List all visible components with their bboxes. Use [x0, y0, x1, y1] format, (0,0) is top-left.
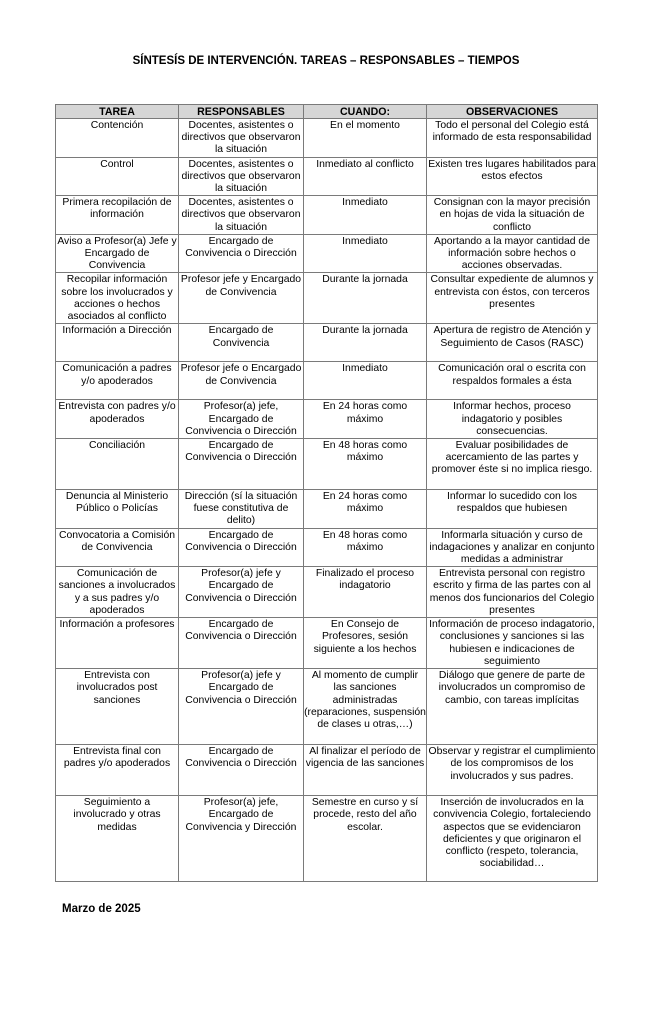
cell-observaciones: Existen tres lugares habilitados para estos efectos: [427, 157, 598, 196]
cell-observaciones: Informarla situación y curso de indagaciones y analizar en conjunto medidas a administrar: [427, 528, 598, 567]
cell-observaciones: Diálogo que genere de parte de involucrados un compromiso de cambio, con tareas implícitas: [427, 669, 598, 745]
cell-tarea: Entrevista final con padres y/o apoderados: [56, 745, 179, 796]
table-row: [56, 196, 598, 235]
cell-observaciones: Comunicación oral o escrita con respaldos formales a ésta: [427, 362, 598, 400]
cell-tarea: Comunicación de sanciones a involucrados y a sus padres y/o apoderados: [56, 567, 179, 618]
cuando-cell: En 24 horas como máximo: [304, 400, 427, 439]
cell-responsables: Encargado de Convivencia o Dirección: [179, 745, 304, 796]
table-row: [56, 119, 598, 158]
cuando-cell: En el momento: [304, 119, 427, 158]
header-responsables: RESPONSABLES: [179, 105, 304, 119]
cell-observaciones: Apertura de registro de Atención y Seguimiento de Casos (RASC): [427, 324, 598, 362]
table-header-row: [56, 105, 598, 119]
cell-responsables: Profesor jefe y Encargado de Convivencia: [179, 273, 304, 324]
cell-responsables: Encargado de Convivencia: [179, 324, 304, 362]
cell-observaciones: Informar lo sucedido con los respaldos que hubiesen: [427, 490, 598, 529]
cell-responsables: Encargado de Convivencia o Dirección: [179, 439, 304, 490]
cell-responsables: Encargado de Convivencia o Dirección: [179, 528, 304, 567]
table-row: [56, 273, 598, 324]
document-date: Marzo de 2025: [62, 903, 141, 915]
cuando-cell: Inmediato: [304, 362, 427, 400]
cell-tarea: Seguimiento a involucrado y otras medidas: [56, 796, 179, 882]
cell-tarea: Contención: [56, 119, 179, 158]
cell-tarea: Entrevista con padres y/o apoderados: [56, 400, 179, 439]
cuando-cell: En 48 horas como máximo: [304, 528, 427, 567]
table-row: [56, 362, 598, 400]
cell-responsables: Profesor(a) jefe, Encargado de Convivencia o Dirección: [179, 400, 304, 439]
cuando-cell: Al finalizar el período de vigencia de las sanciones: [304, 745, 427, 796]
cuando-cell: Inmediato al conflicto: [304, 157, 427, 196]
header-cuando: CUANDO:: [304, 105, 427, 119]
table-row: [56, 669, 598, 745]
cell-observaciones: Consultar expediente de alumnos y entrevista con éstos, con terceros presentes: [427, 273, 598, 324]
cuando-cell: Semestre en curso y sí procede, resto del año escolar.: [304, 796, 427, 882]
cell-tarea: Primera recopilación de información: [56, 196, 179, 235]
table-row: [56, 618, 598, 669]
cell-observaciones: Entrevista personal con registro escrito y firma de las partes con al menos dos funcionarios del Colegio presentes: [427, 567, 598, 618]
cuando-cell: En 24 horas como máximo: [304, 490, 427, 529]
cell-responsables: Docentes, asistentes o directivos que observaron la situación: [179, 119, 304, 158]
cell-observaciones: Aportando a la mayor cantidad de información sobre hechos o acciones observadas.: [427, 234, 598, 273]
header-tarea: TAREA: [56, 105, 179, 119]
table-row: [56, 157, 598, 196]
cell-tarea: Información a Dirección: [56, 324, 179, 362]
table-row: [56, 324, 598, 362]
cuando-cell: En 48 horas como máximo: [304, 439, 427, 490]
table-row: [56, 400, 598, 439]
cell-responsables: Profesor(a) jefe y Encargado de Convivencia o Dirección: [179, 567, 304, 618]
cell-responsables: Encargado de Convivencia o Dirección: [179, 618, 304, 669]
cuando-cell: En Consejo de Profesores, sesión siguiente a los hechos: [304, 618, 427, 669]
cell-responsables: Dirección (sí la situación fuese constitutiva de delito): [179, 490, 304, 529]
cell-tarea: Comunicación a padres y/o apoderados: [56, 362, 179, 400]
cell-observaciones: Inserción de involucrados en la convivencia Colegio, fortaleciendo aspectos que se evidenciaron deficientes y que originaron el conflicto (respeto, tolerancia, sociabilidad…: [427, 796, 598, 882]
cell-responsables: Docentes, asistentes o directivos que observaron la situación: [179, 157, 304, 196]
table-row: [56, 234, 598, 273]
table-row: [56, 745, 598, 796]
cuando-cell: Inmediato: [304, 196, 427, 235]
table-row: [56, 528, 598, 567]
cell-responsables: Encargado de Convivencia o Dirección: [179, 234, 304, 273]
cell-tarea: Control: [56, 157, 179, 196]
cell-responsables: Profesor jefe o Encargado de Convivencia: [179, 362, 304, 400]
cell-tarea: Información a profesores: [56, 618, 179, 669]
cell-observaciones: Evaluar posibilidades de acercamiento de las partes y promover éste si no implica riesgo.: [427, 439, 598, 490]
table-row: [56, 490, 598, 529]
cuando-cell: Finalizado el proceso indagatorio: [304, 567, 427, 618]
cell-tarea: Recopilar información sobre los involucrados y acciones o hechos asociados al conflicto: [56, 273, 179, 324]
cell-responsables: Docentes, asistentes o directivos que observaron la situación: [179, 196, 304, 235]
cuando-cell: Inmediato: [304, 234, 427, 273]
table-row: [56, 439, 598, 490]
cell-observaciones: Información de proceso indagatorio, conclusiones y sanciones si las hubiesen e indicaciones de seguimiento: [427, 618, 598, 669]
header-observaciones: OBSERVACIONES: [427, 105, 598, 119]
cell-tarea: Conciliación: [56, 439, 179, 490]
cuando-cell: Al momento de cumplir las sanciones administradas (reparaciones, suspensión de clases u otras,…): [304, 669, 427, 745]
cell-observaciones: Todo el personal del Colegio está informado de esta responsabilidad: [427, 119, 598, 158]
cell-tarea: Convocatoria a Comisión de Convivencia: [56, 528, 179, 567]
document-title: SÍNTESÍS DE INTERVENCIÓN. TAREAS – RESPONSABLES – TIEMPOS: [132, 55, 520, 67]
cell-tarea: Entrevista con involucrados post sanciones: [56, 669, 179, 745]
cell-tarea: Aviso a Profesor(a) Jefe y Encargado de Convivencia: [57, 235, 177, 272]
cell-observaciones: Observar y registrar el cumplimiento de los compromisos de los involucrados y sus padres.: [427, 745, 598, 796]
intervention-table: [55, 104, 598, 882]
cuando-cell: Durante la jornada: [304, 273, 427, 324]
table-row: [56, 796, 598, 882]
cell-responsables: Profesor(a) jefe, Encargado de Convivencia y Dirección: [179, 796, 304, 882]
cell-responsables: Profesor(a) jefe y Encargado de Convivencia o Dirección: [179, 669, 304, 745]
table-body: [56, 119, 598, 882]
cuando-cell: Durante la jornada: [304, 324, 427, 362]
cell-observaciones: Consignan con la mayor precisión en hojas de vida la situación de conflicto: [427, 196, 598, 235]
cell-tarea: Denuncia al Ministerio Público o Policías: [56, 490, 179, 529]
cell-observaciones: Informar hechos, proceso indagatorio y posibles consecuencias.: [427, 400, 598, 439]
table-row: [56, 567, 598, 618]
